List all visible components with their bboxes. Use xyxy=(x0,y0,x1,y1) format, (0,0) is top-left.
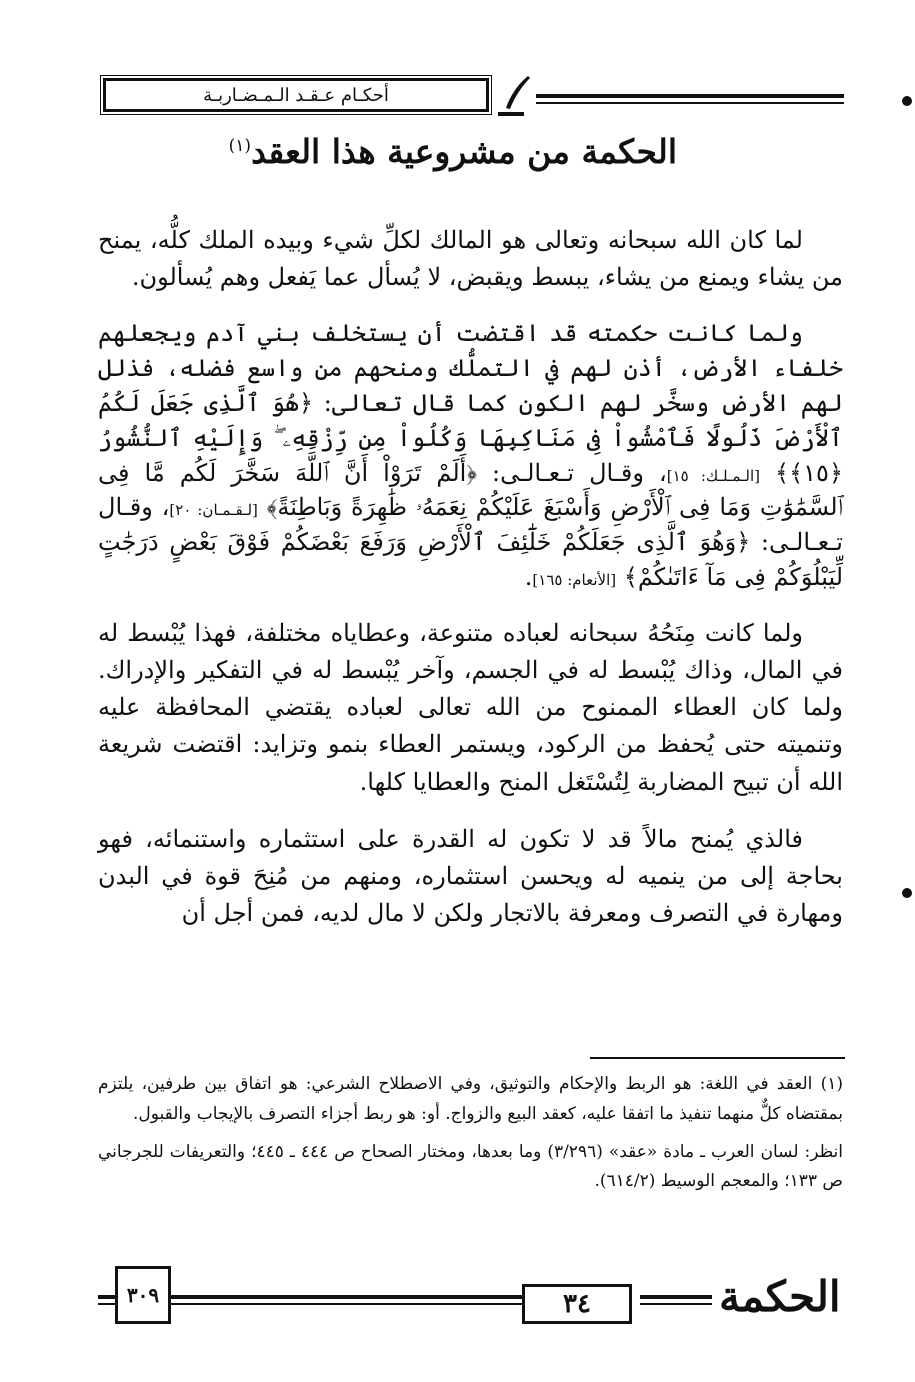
magazine-brand: الحكمة xyxy=(719,1272,841,1321)
page-number: ٣٠٩ xyxy=(126,1283,160,1307)
margin-bullet xyxy=(902,888,912,898)
footnote-1: (١) العقد في اللغة: هو الربط والإحكام والتوثيق، وفي الاصطلاح الشرعي: هو اتفاق بين طرفين، يلتزم بمقتضاه كلٌّ منهما تنفيذ ما اتفقا عليه، كعقد البيع والزواج. أو: هو ربط أجزاء التصرف بالإيجاب والقبول. xyxy=(98,1074,843,1124)
running-title-text: أحكـام عـقـد الـمـضـاربـة xyxy=(203,84,389,106)
verse-ref-2: [لـقـمـان: ٢٠] xyxy=(169,501,258,520)
paragraph-2-end: . xyxy=(524,562,533,591)
verse-ref-3: [الأنعام: ١٦٥] xyxy=(532,570,617,589)
title-note-marker: (١) xyxy=(228,136,252,156)
quran-verse-1: ﴿هُوَ ٱلَّذِى جَعَلَ لَكُمُ ٱلْأَرْضَ ذَلُولًا فَٱمْشُواْ فِى مَنَاكِبِهَا وَكُلُواْ مِن رِّزْقِهِۦ ۖ وَإِلَيْهِ ٱلنُّشُورُ ﴿١٥﴾﴾ xyxy=(98,388,843,487)
body-text xyxy=(98,222,843,952)
paragraph-2-text-a: ولما كانت حكمته قد اقتضت أن يستخلف بني آدم ويجعلهم خلفاء الأرض، أذن لهم في التملُّك ومنحهم من واسع فضله، فذلل لهم الأرض وسخَّر لهم الكون كما قال تعالى: xyxy=(98,319,843,417)
issue-number: ٣٤ xyxy=(563,1289,591,1319)
header-rule-bottom xyxy=(536,102,844,104)
header-rule-top xyxy=(536,94,844,98)
footer-rule-edge-top xyxy=(98,1295,116,1299)
footer-rule-edge-bottom xyxy=(98,1303,116,1305)
issue-number-box xyxy=(522,1284,632,1324)
footer-rule-left-top xyxy=(170,1295,522,1299)
footer-rule-mid-top xyxy=(640,1295,712,1299)
paragraph-4: فالذي يُمنح مالاً قد لا تكون له القدرة على استثماره واستنمائه، فهو بحاجة إلى من ينميه له ويحسن استثماره، ومنهم من مُنِحَ قوة في البدن ومهارة في التصرف ومعرفة بالاتجار ولكن لا مال لديه، فمن أجل أن xyxy=(98,824,843,928)
paragraph-2-text-c: ، وقـال تـعـالـى: xyxy=(98,493,843,557)
quran-verse-3: ﴿وَهُوَ ٱلَّذِى جَعَلَكُمْ خَلَٰٓئِفَ ٱلْأَرْضِ وَرَفَعَ بَعْضَكُمْ فَوْقَ بَعْضٍ دَرَجَٰتٍ لِّيَبْلُوَكُمْ فِى مَآ ءَاتَىٰكُمْ﴾ xyxy=(98,528,843,591)
footnotes xyxy=(98,1070,843,1205)
section-title-text: الحكمة من مشروعية هذا العقد xyxy=(251,132,677,171)
quran-verse-2: ﴿أَلَمْ تَرَوْاْ أَنَّ ٱللَّهَ سَخَّرَ لَكُم مَّا فِى ٱلسَّمَٰوَٰتِ وَمَا فِى ٱلْأَرْضِ وَأَسْبَغَ عَلَيْكُمْ نِعَمَهُۥ ظَٰهِرَةً وَبَاطِنَةً﴾ xyxy=(98,458,843,522)
paragraph-3: ولما كانت مِنَحُهُ سبحانه لعباده متنوعة، وعطاياه مختلفة، فهذا يُبْسط له في المال، وذاك يُبْسط له في الجسم، وآخر يُبْسط له في التفكير والإدراك. ولما كان العطاء الممنوح من الله تعالى لعباده يقتضي المحافظة عليه وتنميته حتى يُحفظ من الركود، ويستمر العطاء بنمو وتزايد: اقتضت شريعة الله أن تبيح المضاربة لِتُسْتَغل المنح والعطايا كلها. xyxy=(98,618,843,796)
footnote-sources: انظر: لسان العرب ـ مادة «عقد» (٣/٢٩٦) وما بعدها، ومختار الصحاح ص ٤٤٤ ـ ٤٤٥؛ والتعريفات للجرجاني ص ١٣٣؛ والمعجم الوسيط (٦١٤/٢). xyxy=(98,1141,843,1192)
quill-icon xyxy=(494,74,534,118)
paragraph-2 xyxy=(98,316,843,594)
page-number-box xyxy=(115,1266,171,1324)
footer-rule-mid-bottom xyxy=(640,1303,712,1305)
running-title xyxy=(103,78,489,112)
margin-bullet xyxy=(902,96,912,106)
paragraph-2-text-b: ، وقـال تـعـالـى: xyxy=(476,458,667,487)
section-title xyxy=(0,132,677,171)
paragraph-1: لما كان الله سبحانه وتعالى هو المالك لكلِّ شيء وبيده الملك كلُّه، يمنح من يشاء ويمنع من يشاء، يبسط ويقبض، لا يُسأل عما يَفعل وهم يُسألون. xyxy=(98,226,843,292)
verse-ref-1: [الـمـلـك: ١٥] xyxy=(666,466,760,485)
footer-rule-left-bottom xyxy=(170,1303,522,1305)
footnote-separator xyxy=(590,1057,845,1059)
